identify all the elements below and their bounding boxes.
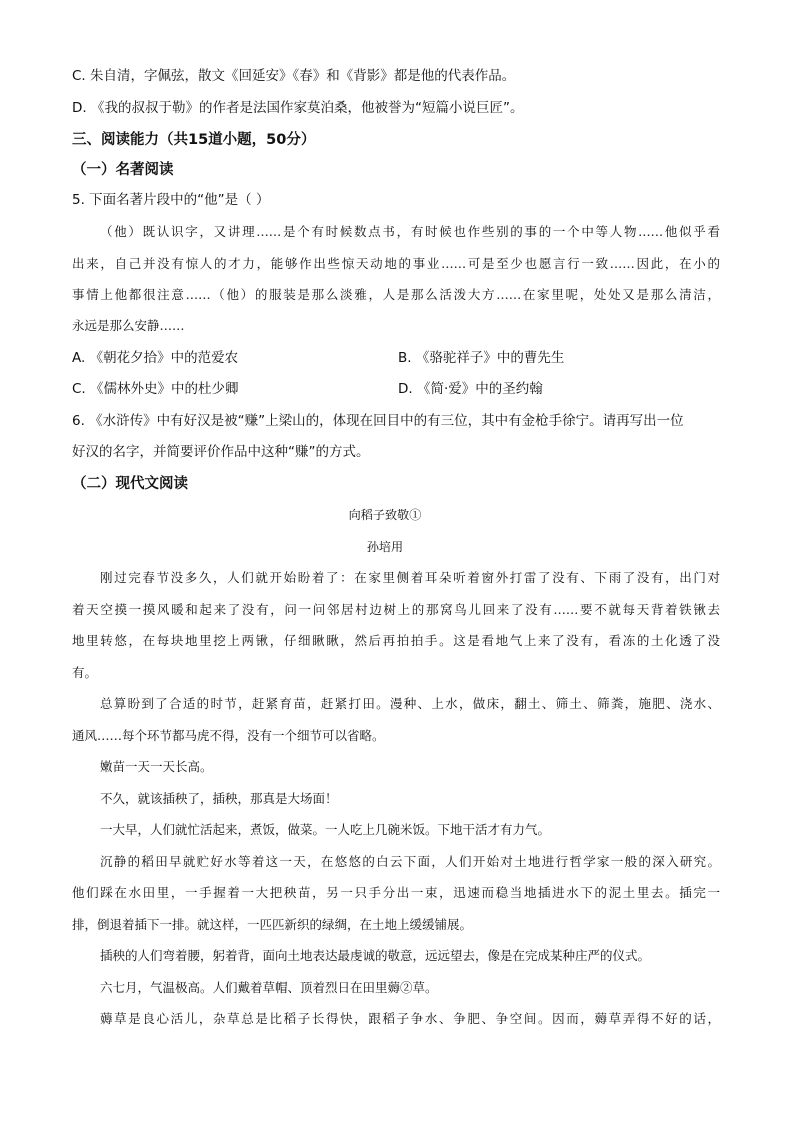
part-2-heading: （二）现代文阅读	[72, 476, 188, 492]
question-5-passage-line: （他）既认识字，又讲理……是个有时候数点书，有时候也作些别的事的一个中等人物……他似乎看	[100, 224, 720, 239]
article-line: 六七月，气温极高。人们戴着草帽、顶着烈日在田里薅②草。	[100, 980, 438, 995]
section-3-heading: 三、阅读能力（共15道小题，50分）	[72, 132, 316, 148]
question-5-passage-line: 永远是那么安静……	[72, 318, 185, 333]
question-5-option-c: C. 《儒林外史》中的杜少卿	[72, 381, 239, 397]
question-5-option-b: B. 《骆驼祥子》中的曹先生	[398, 350, 565, 366]
question-6-line: 好汉的名字，并简要评价作品中这种“赚”的方式。	[72, 444, 370, 460]
question-4-option-c: C. 朱自清，字佩弦，散文《回延安》《春》和《背影》都是他的代表作品。	[72, 68, 516, 84]
article-line: 不久，就该插秧了，插秧，那真是大场面！	[100, 791, 338, 806]
question-6-line: 6. 《水浒传》中有好汉是被“赚”上梁山的，体现在回目中的有三位，其中有金枪手徐宁。请再写出一位	[72, 413, 684, 429]
article-line: 沉静的稻田早就贮好水等着这一天，在悠悠的白云下面，人们开始对土地进行哲学家一般的深入研究。	[100, 854, 720, 869]
article-line: 嫩苗一天一天长高。	[100, 759, 213, 774]
question-5-option-d: D. 《简·爱》中的圣约翰	[398, 381, 543, 397]
article-line: 一大早，人们就忙活起来，煮饭，做菜。一人吃上几碗米饭。下地干活才有力气。	[100, 822, 551, 837]
article-author: 孙培用	[366, 540, 404, 554]
article-line: 有。	[72, 665, 98, 680]
article-line: 薅草是良心活儿，杂草总是比稻子长得快，跟稻子争水、争肥、争空间。因而，薅草弄得不好的话，	[100, 1011, 720, 1026]
question-4-option-d: D. 《我的叔叔于勒》的作者是法国作家莫泊桑，他被誉为“短篇小说巨匠”。	[72, 100, 524, 116]
article-line: 总算盼到了合适的时节，赶紧育苗，赶紧打田。漫种、上水，做床，翻土、筛土、筛粪，施肥、浇水、	[100, 696, 720, 711]
question-5-passage-line: 事情上他都很注意……（他）的服装是那么淡雅，人是那么活泼大方……在家里呢，处处又是那么清洁，	[72, 287, 720, 302]
article-line: 刚过完春节没多久，人们就开始盼着了：在家里侧着耳朵听着窗外打雷了没有、下雨了没有，出门对	[100, 570, 720, 585]
article-line: 插秧的人们弯着腰，躬着背，面向土地表达最虔诚的敬意，远远望去，像是在完成某种庄严的仪式。	[100, 948, 651, 963]
question-5-stem: 5. 下面名著片段中的“他”是（ ）	[72, 192, 270, 208]
article-line: 通风……每个环节都马虎不得，没有一个细节可以省略。	[72, 728, 385, 743]
article-line: 他们踩在水田里，一手握着一大把秧苗，另一只手分出一束，迅速而稳当地插进水下的泥土里去。插完一	[72, 885, 720, 900]
question-5-passage-line: 出来，自己并没有惊人的才力，能够作出些惊天动地的事业……可是至少也愿言行一致……因此，在小的	[72, 256, 720, 271]
article-line: 着天空摸一摸风暖和起来了没有，问一问邻居村边树上的那窝鸟儿回来了没有……要不就每天背着铁锹去	[72, 602, 720, 617]
article-title: 向稻子致敬①	[348, 508, 422, 522]
article-line: 地里转悠，在每块地里挖上两锹，仔细瞅瞅，然后再拍拍手。这是看地气上来了没有，看冻的土化透了没	[72, 633, 720, 648]
article-line: 排，倒退着插下一排。就这样，一匹匹新织的绿绸，在土地上缓缓铺展。	[72, 917, 473, 932]
part-1-heading: （一）名著阅读	[72, 162, 174, 178]
question-5-option-a: A. 《朝花夕拾》中的范爱农	[72, 350, 239, 366]
